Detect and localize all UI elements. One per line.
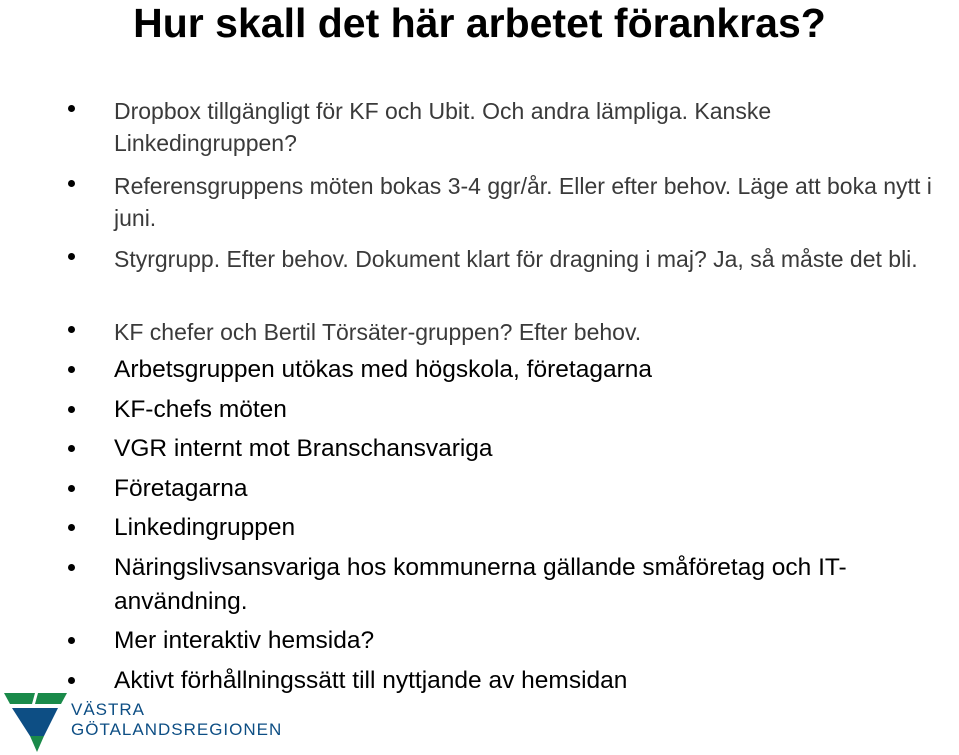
- list-item: [68, 316, 948, 348]
- bullet-dot-icon: [68, 406, 75, 413]
- list-item-text: Aktivt förhållningssätt till nyttjande av hemsidan: [114, 667, 628, 694]
- list-item: [68, 624, 948, 658]
- list-item-text: Styrgrupp. Efter behov. Dokument klart för dragning i maj? Ja, så måste det bli.: [114, 246, 918, 272]
- bullet-dot-icon: [68, 366, 75, 373]
- bullet-dot-icon: [68, 485, 75, 492]
- bullet-dot-icon: [68, 445, 75, 452]
- list-item-text: Dropbox tillgängligt för KF och Ubit. Och andra lämpliga. Kanske Linkedingruppen?: [114, 98, 772, 156]
- bullet-dot-icon: [68, 564, 75, 571]
- page-title: Hur skall det här arbetet förankras?: [133, 0, 826, 46]
- list-item-text: Referensgruppens möten bokas 3-4 ggr/år. Eller efter behov. Läge att boka nytt i juni.: [114, 173, 932, 231]
- list-item: [68, 472, 948, 506]
- list-item: [68, 353, 948, 387]
- logo-line1: VÄSTRA: [71, 700, 146, 719]
- list-item-text: Näringslivsansvariga hos kommunerna gällande småföretag och IT-användning.: [114, 554, 847, 615]
- list-item: [68, 95, 948, 159]
- logo-line2: GÖTALANDSREGIONEN: [71, 720, 283, 739]
- list-item-text: KF chefer och Bertil Törsäter-gruppen? Efter behov.: [114, 319, 642, 345]
- list-item-text: Arbetsgruppen utökas med högskola, företagarna: [114, 356, 652, 383]
- bullet-dot-icon: [68, 253, 75, 260]
- bullet-dot-icon: [68, 677, 75, 684]
- bullet-dot-icon: [68, 180, 75, 187]
- list-item-text: VGR internt mot Branschansvariga: [114, 435, 493, 462]
- bullet-dot-icon: [68, 326, 75, 333]
- list-item-text: Linkedingruppen: [114, 514, 296, 541]
- list-item: [68, 393, 948, 427]
- bullet-dot-icon: [68, 637, 75, 644]
- list-item: [68, 432, 948, 466]
- list-item: [68, 511, 948, 545]
- list-item-text: Mer interaktiv hemsida?: [114, 627, 375, 654]
- list-item: [68, 243, 948, 275]
- bullet-dot-icon: [68, 524, 75, 531]
- bullet-dot-icon: [68, 105, 75, 112]
- list-item-text: Företagarna: [114, 475, 248, 502]
- list-item: [68, 551, 948, 619]
- list-item: [68, 170, 948, 234]
- list-item-text: KF-chefs möten: [114, 396, 287, 423]
